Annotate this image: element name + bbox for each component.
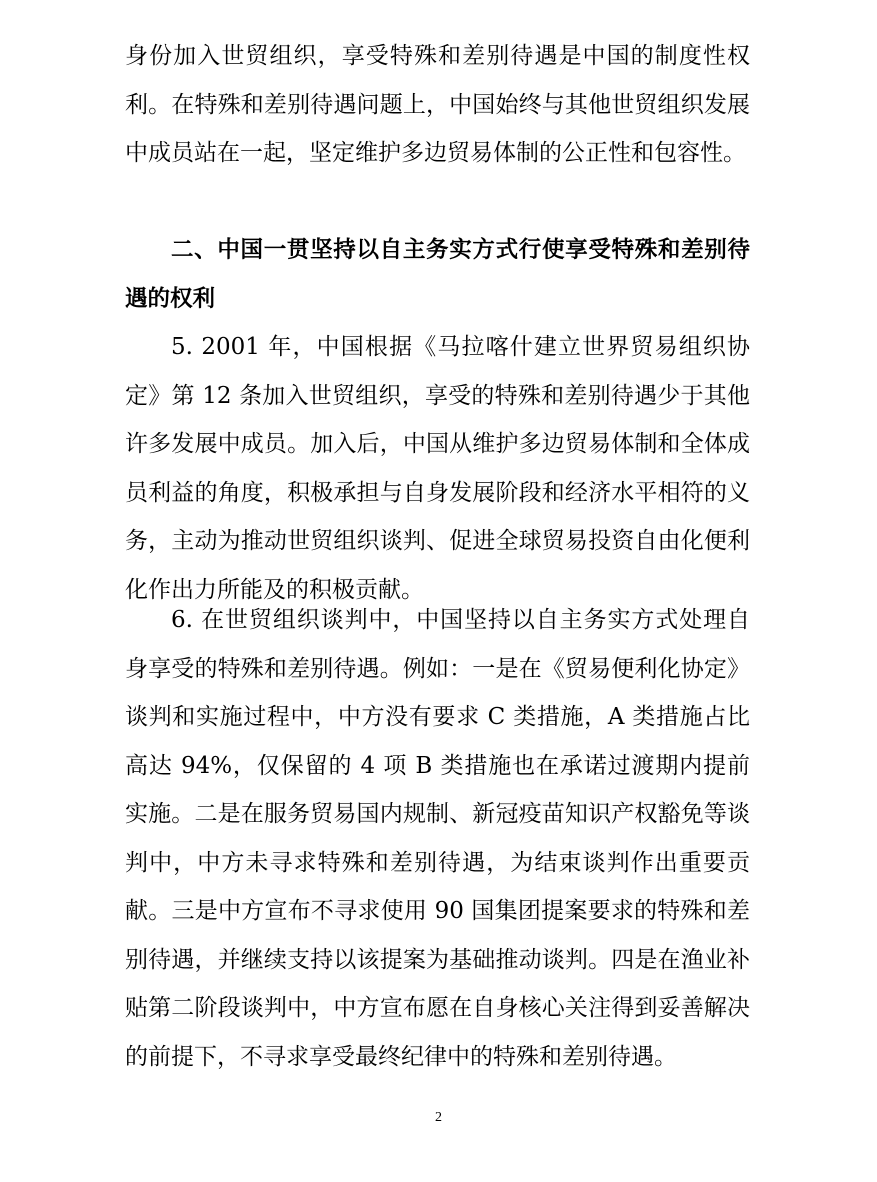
paragraph-6: 6. 在世贸组织谈判中，中国坚持以自主务实方式处理自身享受的特殊和差别待遇。例如：一是在《贸易便利化协定》谈判和实施过程中，中方没有要求 C 类措施，A 类措施占比高达 94%，仅保留的 4 项 B 类措施也在承诺过渡期内提前实施。二是在服务贸易国内规制、新冠疫苗知识产权豁免等谈判中，中方未寻求特殊和差别待遇，为结束谈判作出重要贡献。三是中方宣布不寻求使用 90 国集团提案要求的特殊和差别待遇，并继续支持以该提案为基础推动谈判。四是在渔业补贴第二阶段谈判中，中方宣布愿在自身核心关注得到妥善解决的前提下，不寻求享受最终纪律中的特殊和差别待遇。 <box>125 607 750 1070</box>
paragraph-continued: 身份加入世贸组织，享受特殊和差别待遇是中国的制度性权利。在特殊和差别待遇问题上，中国始终与其他世贸组织发展中成员站在一起，坚定维护多边贸易体制的公正性和包容性。 <box>125 43 750 166</box>
paragraph-5: 5. 2001 年，中国根据《马拉喀什建立世界贸易组织协定》第 12 条加入世贸组织，享受的特殊和差别待遇少于其他许多发展中成员。加入后，中国从维护多边贸易体制和全体成员利益的角度，积极承担与自身发展阶段和经济水平相符的义务，主动为推动世贸组织谈判、促进全球贸易投资自由化便利化作出力所能及的积极贡献。 <box>125 334 750 603</box>
section-heading: 二、中国一贯坚持以自主务实方式行使享受特殊和差别待遇的权利 <box>125 237 750 312</box>
page-number: 2 <box>435 1110 442 1125</box>
